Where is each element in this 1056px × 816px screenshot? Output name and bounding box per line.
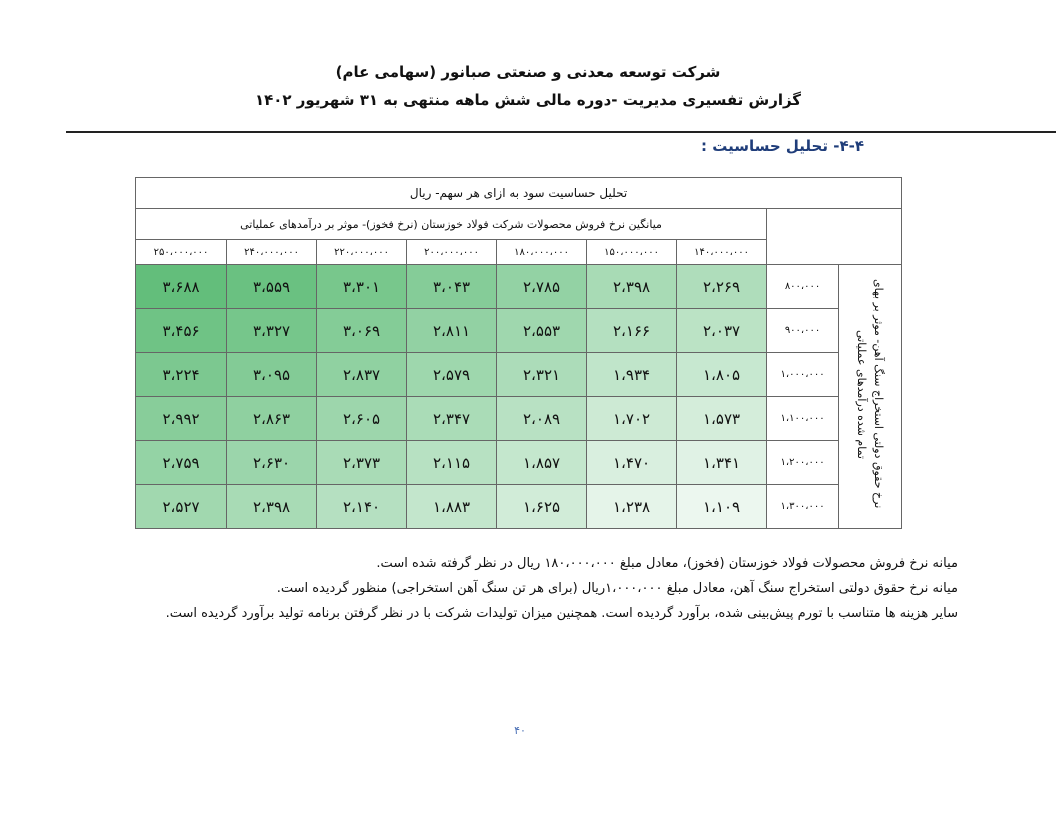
header-divider [66,131,1056,133]
table-cell: ۲،۸۱۱ [407,309,497,353]
table-cell: ۳،۲۲۴ [136,353,227,397]
table-cell: ۱،۳۴۱ [677,441,767,485]
column-value: ۱۵۰،۰۰۰،۰۰۰ [587,240,677,265]
table-row [136,397,902,441]
column-value: ۱۸۰،۰۰۰،۰۰۰ [497,240,587,265]
report-title: گزارش تفسیری مدیریت -دوره مالی شش ماهه منتهی به ۳۱ شهریور ۱۴۰۲ [254,91,802,109]
table-cell: ۲،۵۲۷ [136,485,227,529]
table-cell: ۳،۰۶۹ [317,309,407,353]
table-cell: ۲،۳۹۸ [227,485,317,529]
table-cell: ۱،۵۷۳ [677,397,767,441]
table-cell: ۲،۹۹۲ [136,397,227,441]
row-header-text: نرخ حقوق دولتی استخراج سنگ آهن- موثر بر بهای تمام شده درآمدهای عملیاتی [855,279,886,509]
page-number: ۴۰ [514,724,526,737]
table-row [136,353,902,397]
note-line: سایر هزینه ها متناسب با تورم پیش‌بینی شده، برآورد گردیده است. همچنین میزان تولیدات شرکت با در نظر گرفتن برنامه تولید برآورد گردیده است. [165,606,958,621]
table-cell: ۲،۱۴۰ [317,485,407,529]
table-cell: ۲،۰۸۹ [497,397,587,441]
column-value: ۱۴۰،۰۰۰،۰۰۰ [677,240,767,265]
note-line: میانه نرخ حقوق دولتی استخراج سنگ آهن، معادل مبلغ ۱،۰۰۰،۰۰۰ریال (برای هر تن سنگ آهن استخراجی) منظور گردیده است. [276,581,958,596]
table-row [136,265,902,309]
table-cell: ۱،۹۳۴ [587,353,677,397]
table-cell: ۲،۲۶۹ [677,265,767,309]
table-cell: ۲،۳۹۸ [587,265,677,309]
table-corner [767,209,902,265]
table-cell: ۲،۳۷۳ [317,441,407,485]
table-row [136,309,902,353]
column-header: میانگین نرخ فروش محصولات شرکت فولاد خوزستان (نرخ فخوز)- موثر بر درآمدهای عملیاتی [136,209,767,240]
column-value: ۲۲۰،۰۰۰،۰۰۰ [317,240,407,265]
report-header [0,60,1056,112]
row-label: ۱،۱۰۰،۰۰۰ [767,397,839,441]
table-cell: ۲،۰۳۷ [677,309,767,353]
table-cell: ۳،۴۵۶ [136,309,227,353]
table-cell: ۲،۷۵۹ [136,441,227,485]
row-label: ۸۰۰،۰۰۰ [767,265,839,309]
table-cell: ۳،۶۸۸ [136,265,227,309]
section-title: ۴-۴- تحلیل حساسیت : [701,137,864,155]
table-row [136,485,902,529]
column-value: ۲۰۰،۰۰۰،۰۰۰ [407,240,497,265]
table-cell: ۱،۸۵۷ [497,441,587,485]
table-cell: ۲،۱۶۶ [587,309,677,353]
table-cell: ۲،۷۸۵ [497,265,587,309]
table-cell: ۲،۳۲۱ [497,353,587,397]
table-cell: ۱،۸۰۵ [677,353,767,397]
table-cell: ۲،۶۰۵ [317,397,407,441]
table-cell: ۳،۰۹۵ [227,353,317,397]
row-header [839,265,902,529]
table-cell: ۱،۴۷۰ [587,441,677,485]
table-cell: ۲،۸۳۷ [317,353,407,397]
row-label: ۹۰۰،۰۰۰ [767,309,839,353]
notes [98,551,958,626]
table-cell: ۲،۵۷۹ [407,353,497,397]
table-cell: ۲،۶۳۰ [227,441,317,485]
table-cell: ۲،۱۱۵ [407,441,497,485]
table-cell: ۳،۵۵۹ [227,265,317,309]
sensitivity-table [135,177,902,529]
table-cell: ۱،۲۳۸ [587,485,677,529]
table-cell: ۲،۸۶۳ [227,397,317,441]
table-cell: ۲،۳۴۷ [407,397,497,441]
table-cell: ۳،۰۴۳ [407,265,497,309]
row-label: ۱،۰۰۰،۰۰۰ [767,353,839,397]
table-title: تحلیل حساسیت سود به ازای هر سهم- ریال [136,178,902,209]
table-cell: ۱،۸۸۳ [407,485,497,529]
note-line: میانه نرخ فروش محصولات فولاد خوزستان (فخوز)، معادل مبلغ ۱۸۰،۰۰۰،۰۰۰ ریال در نظر گرفته شده است. [376,556,958,571]
column-value: ۲۵۰،۰۰۰،۰۰۰ [136,240,227,265]
row-label: ۱،۳۰۰،۰۰۰ [767,485,839,529]
table-cell: ۱،۷۰۲ [587,397,677,441]
table-cell: ۳،۳۲۷ [227,309,317,353]
table-cell: ۳،۳۰۱ [317,265,407,309]
company-name: شرکت توسعه معدنی و صنعتی صبانور (سهامی عام) [335,63,721,81]
table-cell: ۲،۵۵۳ [497,309,587,353]
table-cell: ۱،۶۲۵ [497,485,587,529]
column-value: ۲۴۰،۰۰۰،۰۰۰ [227,240,317,265]
row-label: ۱،۲۰۰،۰۰۰ [767,441,839,485]
table-row [136,441,902,485]
table-cell: ۱،۱۰۹ [677,485,767,529]
